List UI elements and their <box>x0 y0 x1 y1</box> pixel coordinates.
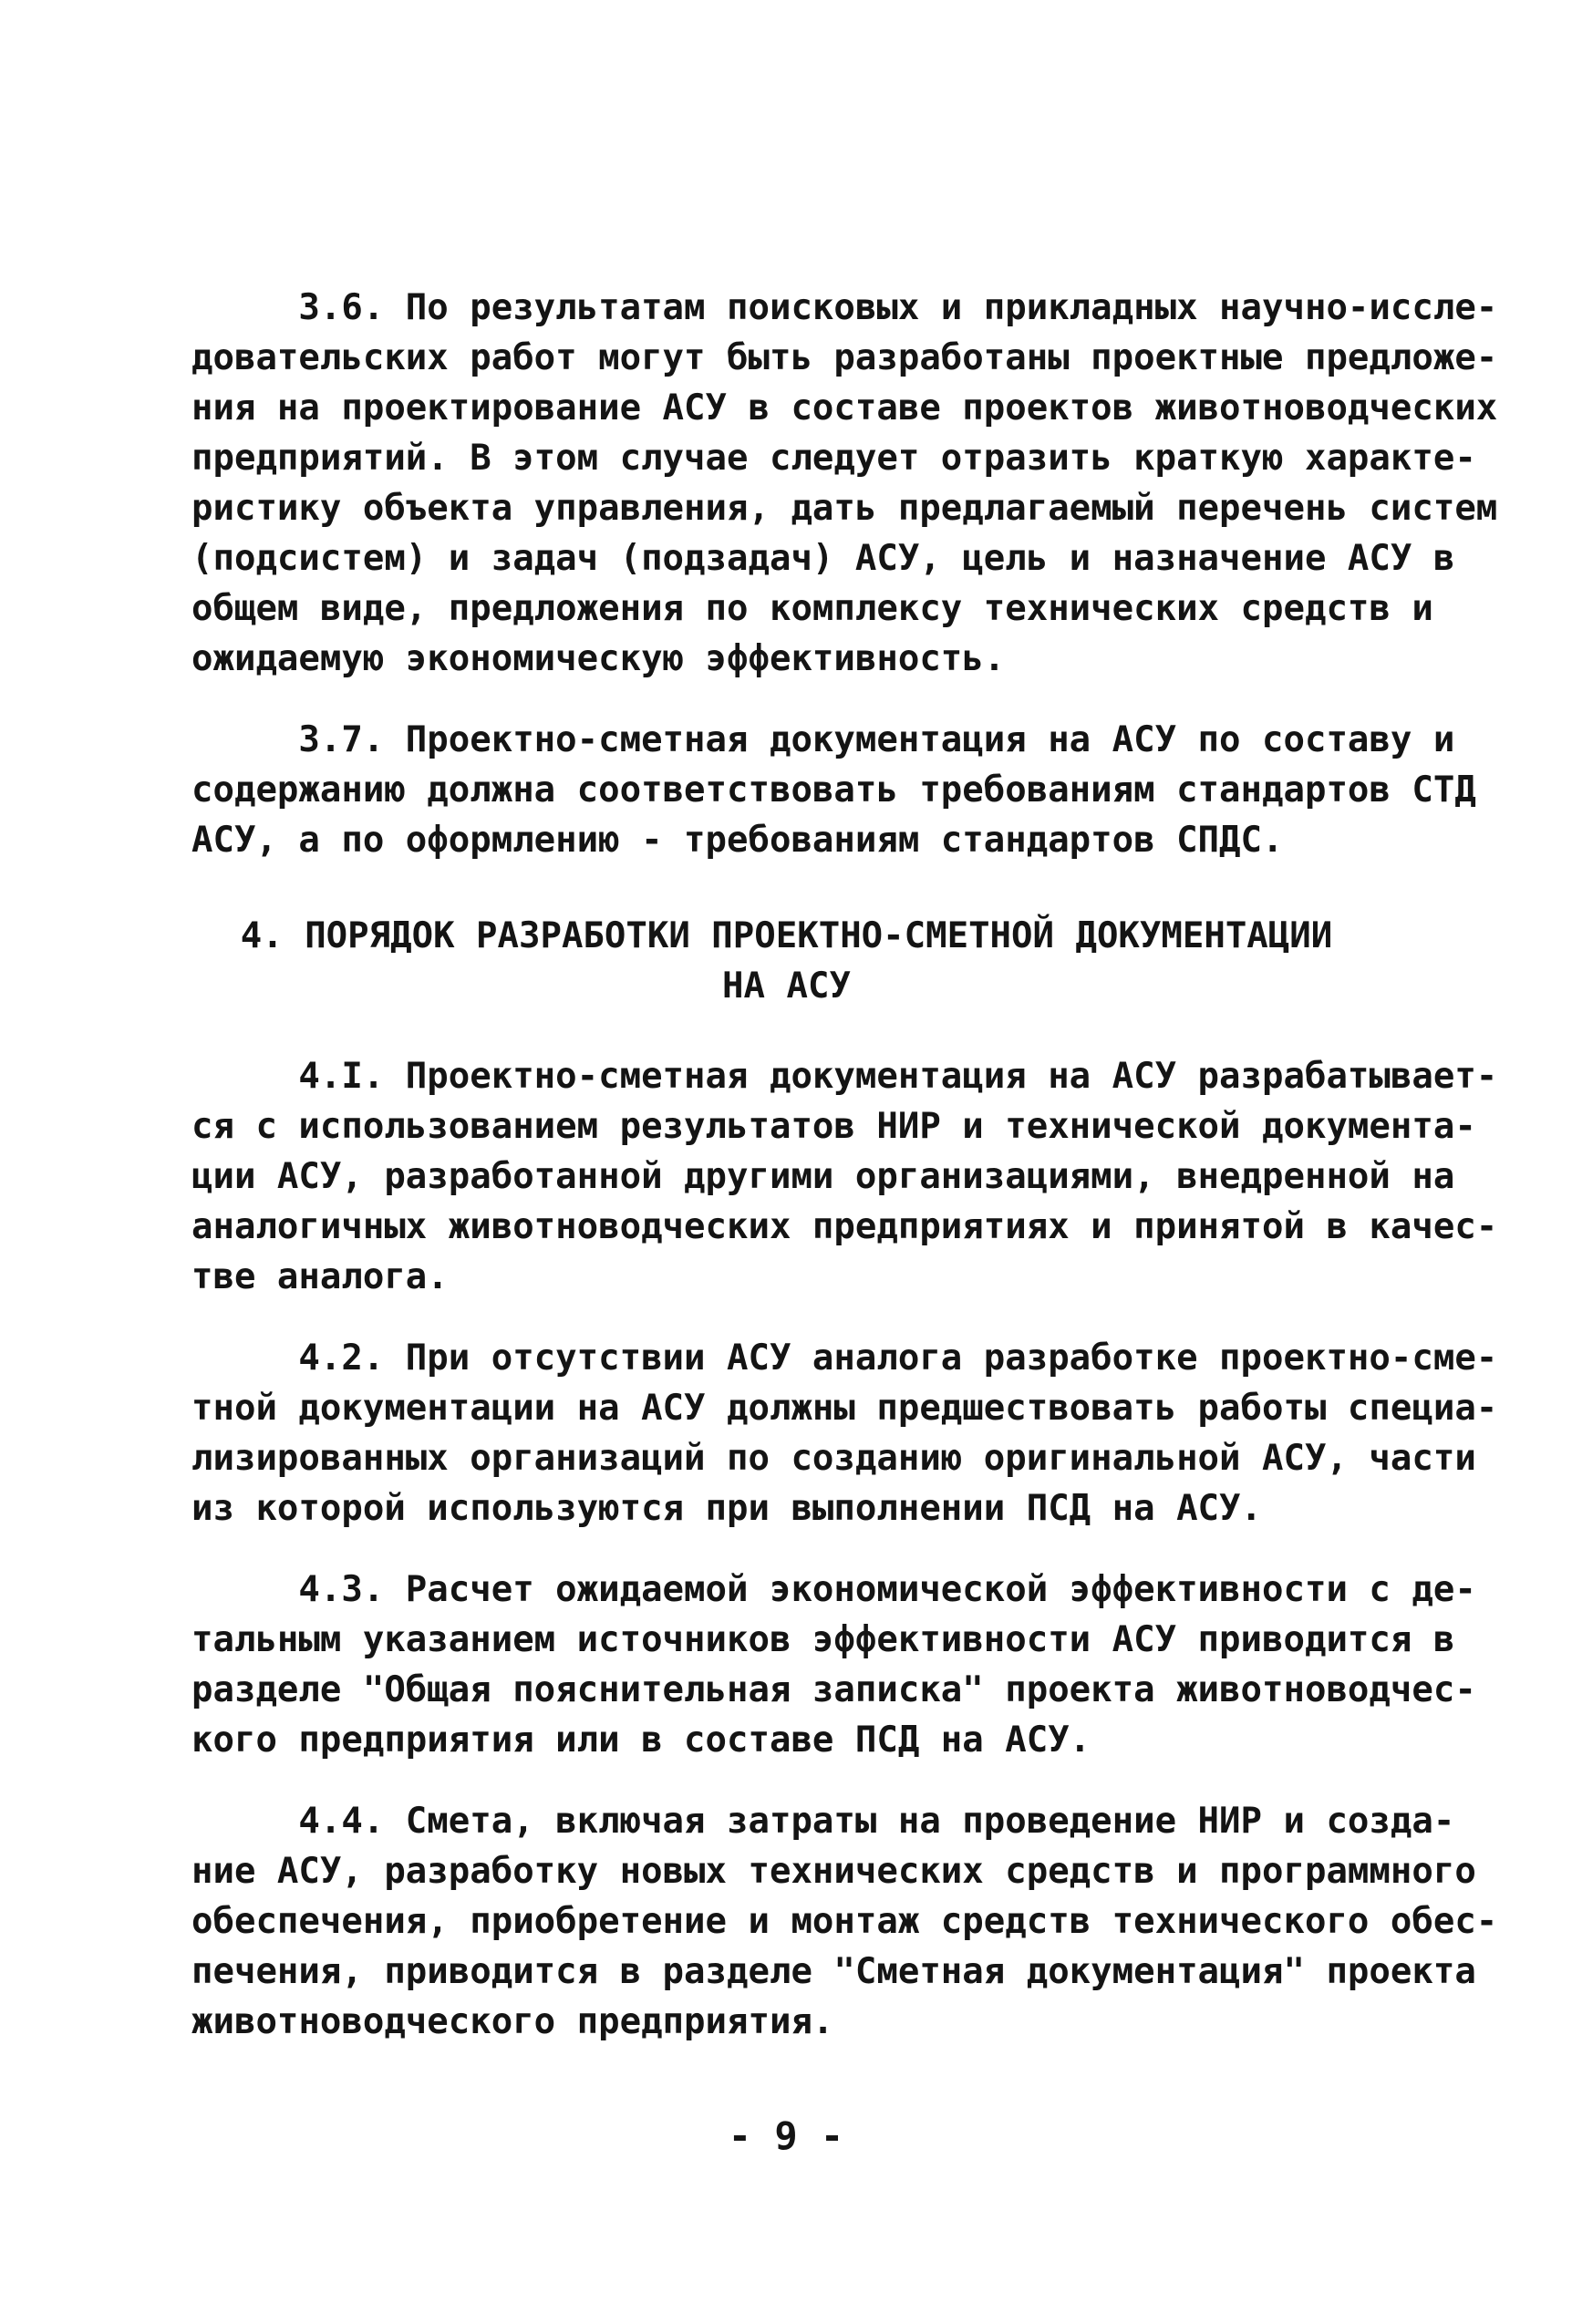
text-line: ристику объекта управления, дать предлагаемый перечень систем <box>191 488 1498 529</box>
text-line: 4.2. При отсутствии АСУ аналога разработке проектно-сме- <box>191 1338 1498 1379</box>
text-line: обеспечения, приобретение и монтаж средств технического обес- <box>191 1901 1498 1942</box>
text-line: ожидаемую экономическую эффективность. <box>191 638 1006 679</box>
section-heading <box>191 911 1381 1011</box>
text-line: кого предприятия или в составе ПСД на АСУ. <box>191 1720 1091 1761</box>
text-line: аналогичных животноводческих предприятиях и принятой в качес- <box>191 1206 1498 1247</box>
text-line: 3.7. Проектно-сметная документация на АСУ по составу и <box>191 719 1455 760</box>
document-body <box>191 283 1498 2047</box>
text-line: тальным указанием источников эффективности АСУ приводится в <box>191 1619 1455 1660</box>
text-line: АСУ, а по оформлению - требованиям стандартов СПДС. <box>191 820 1284 861</box>
paragraph-3-6 <box>191 283 1498 684</box>
heading-line: 4. ПОРЯДОК РАЗРАБОТКИ ПРОЕКТНО-СМЕТНОЙ ДОКУМЕНТАЦИИ <box>240 915 1333 956</box>
paragraph-spacer <box>191 865 1381 911</box>
text-line: довательских работ могут быть разработаны проектные предложе- <box>191 337 1498 378</box>
text-line: 4.3. Расчет ожидаемой экономической эффективности с де- <box>191 1569 1476 1610</box>
text-line: тве аналога. <box>191 1256 449 1297</box>
paragraph-4-4 <box>191 1796 1498 2047</box>
text-line: разделе "Общая пояснительная записка" проекта животноводчес- <box>191 1669 1476 1710</box>
paragraph-spacer <box>191 1534 1381 1565</box>
text-line: (подсистем) и задач (подзадач) АСУ, цель и назначение АСУ в <box>191 538 1455 579</box>
text-line: общем виде, предложения по комплексу технических средств и <box>191 588 1433 629</box>
text-line: 3.6. По результатам поисковых и прикладных научно-иссле- <box>191 287 1498 328</box>
text-line: 4.4. Смета, включая затраты на проведение НИР и созда- <box>191 1801 1455 1842</box>
text-line: 4.I. Проектно-сметная документация на АСУ разрабатывает- <box>191 1056 1498 1097</box>
paragraph-4-2 <box>191 1333 1498 1534</box>
text-line: содержанию должна соответствовать требованиям стандартов СТД <box>191 770 1476 811</box>
paragraph-4-1 <box>191 1051 1498 1302</box>
text-line: ции АСУ, разработанной другими организациями, внедренной на <box>191 1156 1455 1197</box>
text-line: ние АСУ, разработку новых технических средств и программного <box>191 1851 1476 1892</box>
text-line: ся с использованием результатов НИР и технической документа- <box>191 1106 1476 1147</box>
paragraph-spacer <box>191 1011 1381 1051</box>
paragraph-3-7 <box>191 715 1476 865</box>
text-line: животноводческого предприятия. <box>191 2001 834 2042</box>
paragraph-spacer <box>191 684 1381 715</box>
text-line: тной документации на АСУ должны предшествовать работы специа- <box>191 1388 1498 1429</box>
paragraph-4-3 <box>191 1565 1476 1765</box>
text-line: лизированных организаций по созданию оригинальной АСУ, части <box>191 1438 1476 1479</box>
text-line: печения, приводится в разделе "Сметная документация" проекта <box>191 1951 1476 1992</box>
text-line: предприятий. В этом случае следует отразить краткую характе- <box>191 438 1476 479</box>
paragraph-spacer <box>191 1302 1381 1333</box>
page-number: - 9 - <box>728 2113 844 2158</box>
text-line: ния на проектирование АСУ в составе проектов животноводческих <box>191 387 1498 429</box>
paragraph-spacer <box>191 1765 1381 1796</box>
text-line: из которой используются при выполнении ПСД на АСУ. <box>191 1488 1262 1529</box>
heading-line: НА АСУ <box>722 966 851 1007</box>
